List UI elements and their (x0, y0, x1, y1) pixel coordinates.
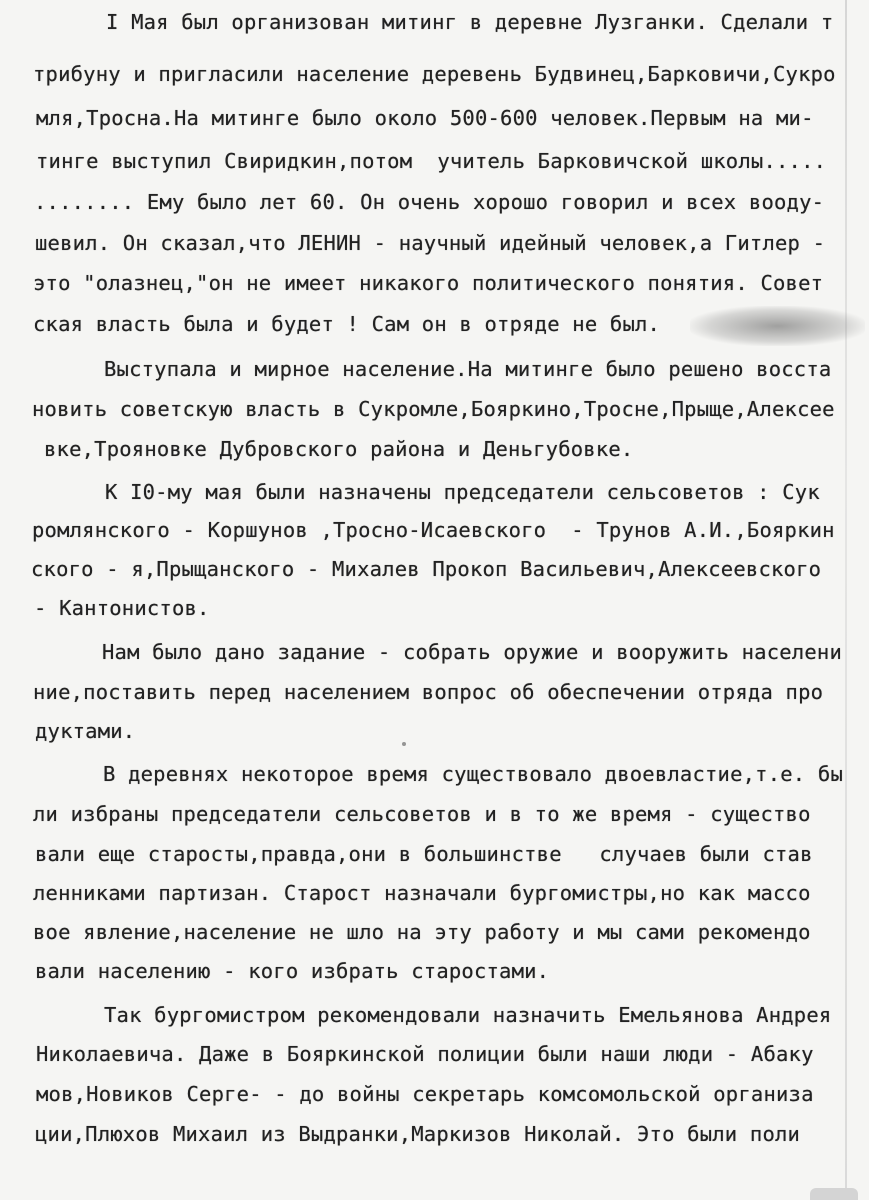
text-line-4: тинге выступил Свиридкин,потом учитель Барковичской школы..... (36, 149, 827, 173)
text-line-7: это "олазнец,"он не имеет никакого политического понятия. Совет (33, 271, 824, 295)
ink-smudge (690, 306, 865, 346)
text-line-5: ........ Ему было лет 60. Он очень хорошо говорил и всех вооду- (34, 190, 825, 214)
text-line-6: шевил. Он сказал,что ЛЕНИН - научный идейный человек,а Гитлер - (35, 231, 826, 255)
text-line-26: Николаевича. Даже в Бояркинской полиции были наши люди - Абаку (36, 1042, 814, 1066)
text-line-27: мов,Новиков Серге- - до войны секретарь комсомольской организа (36, 1082, 814, 1106)
text-line-25: Так бургомистром рекомендовали назначить Емельянова Андрея (104, 1003, 832, 1027)
text-line-9: Выступала и мирное население.На митинге было решено восста (104, 357, 832, 381)
text-line-3: мля,Тросна.На митинге было около 500-600 человек.Первым на ми- (36, 106, 814, 130)
text-line-11: вке,Трояновке Дубровского района и Деньгубовке. (44, 437, 634, 461)
scan-edge (845, 0, 847, 1200)
text-line-12: К I0-му мая были назначены председатели сельсоветов : Сук (105, 480, 820, 504)
text-line-22: ленниками партизан. Старост назначали бургомистры,но как массо (33, 881, 811, 905)
text-line-21: вали еще старосты,правда,они в большинстве случаев были став (35, 842, 813, 866)
text-line-24: вали населению - кого избрать старостами. (35, 959, 550, 983)
text-line-2: трибуну и пригласили население деревень Будвинец,Барковичи,Сукро (33, 62, 836, 86)
text-line-14: ского - я,Прыщанского - Михалев Прокоп Васильевич,Алексеевского (31, 557, 822, 581)
text-line-10: новить советскую власть в Сукромле,Бояркино,Тросне,Прыще,Алексее (32, 397, 835, 421)
text-line-23: вое явление,население не шло на эту работу и мы сами рекомендо (33, 920, 811, 944)
text-line-28: ции,Плюхов Михаил из Выдранки,Маркизов Николай. Это были поли (35, 1122, 801, 1146)
text-line-8: ская власть была и будет ! Сам он в отряде не был. (33, 312, 661, 336)
ink-speck (402, 742, 406, 746)
text-line-15: - Кантонистов. (34, 596, 210, 620)
text-line-20: ли избраны председатели сельсоветов и в то же время - существо (33, 802, 811, 826)
text-line-18: дуктами. (35, 719, 136, 743)
scroll-indicator (810, 1188, 858, 1200)
text-line-16: Нам было дано задание - собрать оружие и вооружить населени (102, 640, 842, 664)
text-line-17: ние,поставить перед населением вопрос об обеспечении отряда про (33, 680, 824, 704)
text-line-13: ромлянского - Коршунов ,Тросно-Исаевского - Трунов А.И.,Бояркин (32, 518, 835, 542)
text-line-19: В деревнях некоторое время существовало двоевластие,т.е. бы (103, 762, 843, 786)
text-line-1: I Мая был организован митинг в деревне Лузганки. Сделали т (106, 10, 834, 34)
